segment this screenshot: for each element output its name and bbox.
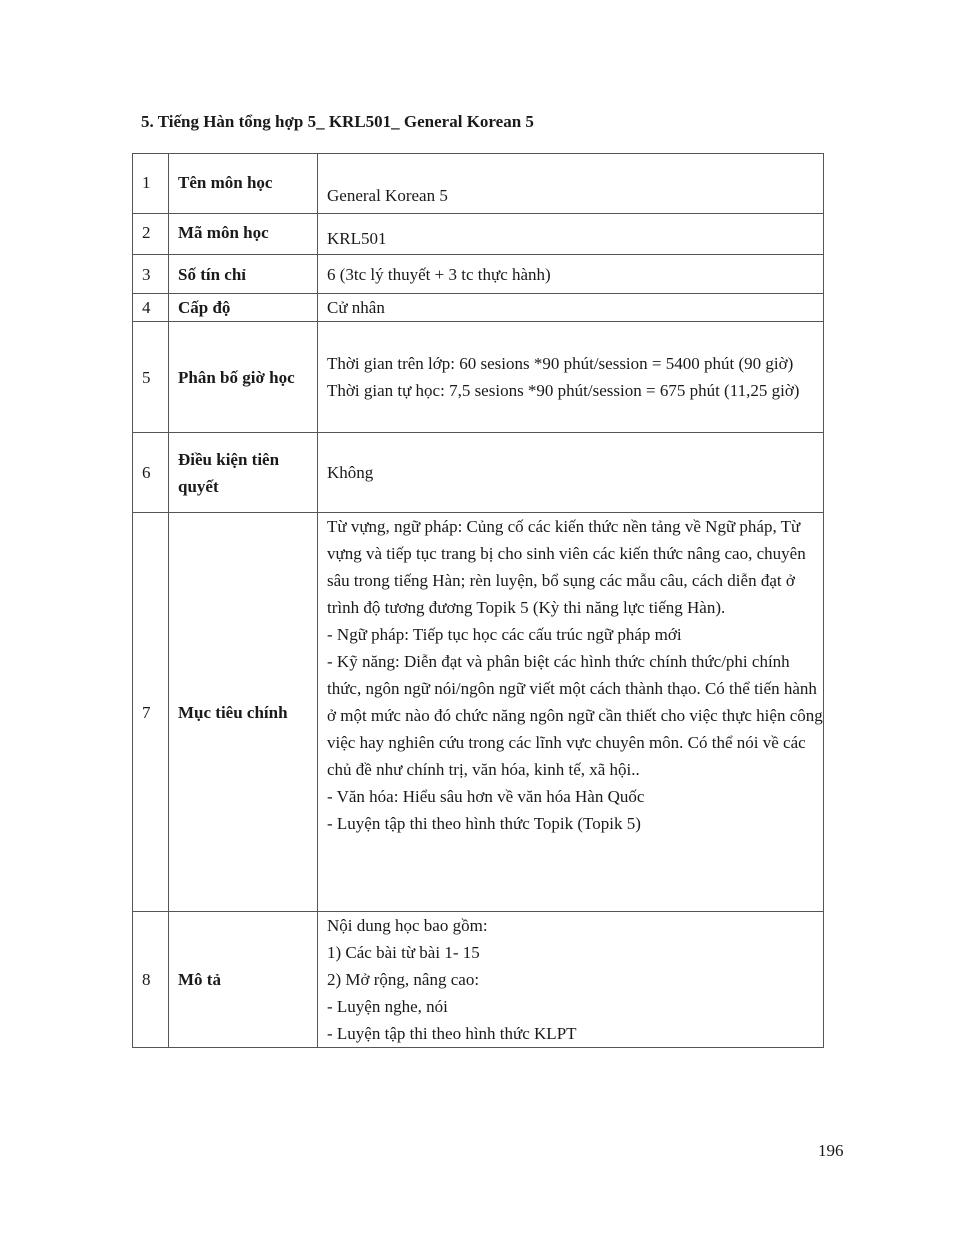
row-label: Mục tiêu chính xyxy=(169,513,318,912)
course-info-table xyxy=(132,153,824,1048)
row-value: 6 (3tc lý thuyết + 3 tc thực hành) xyxy=(318,255,824,294)
row-label: Số tín chỉ xyxy=(169,255,318,294)
table-row xyxy=(133,255,824,294)
row-label: Điều kiện tiên quyết xyxy=(169,433,318,513)
row-value: Nội dung học bao gồm: 1) Các bài từ bài 1- 15 2) Mở rộng, nâng cao: - Luyện nghe, nói - Luyện tập thi theo hình thức KLPT xyxy=(318,912,824,1048)
row-label: Cấp độ xyxy=(169,294,318,322)
table-row xyxy=(133,433,824,513)
row-number: 7 xyxy=(133,513,169,912)
row-label: Mã môn học xyxy=(169,214,318,255)
row-number: 3 xyxy=(133,255,169,294)
row-number: 4 xyxy=(133,294,169,322)
table-row xyxy=(133,154,824,214)
row-value: Cử nhân xyxy=(318,294,824,322)
row-label: Tên môn học xyxy=(169,154,318,214)
table-row xyxy=(133,912,824,1048)
row-number: 1 xyxy=(133,154,169,214)
row-value: Từ vựng, ngữ pháp: Củng cố các kiến thức nền tảng về Ngữ pháp, Từ vựng và tiếp tục trang bị cho sinh viên các kiến thức nâng cao, chuyên sâu trong tiếng Hàn; rèn luyện, bổ sụng các mẫu câu, cách diễn đạt ở trình độ tương đương Topik 5 (Kỳ thi năng lực tiếng Hàn). - Ngữ pháp: Tiếp tục học các cấu trúc ngữ pháp mới - Kỹ năng: Diễn đạt và phân biệt các hình thức chính thức/phi chính thức, ngôn ngữ nói/ngôn ngữ viết một cách thành thạo. Có thể tiến hành ở một mức nào đó chức năng ngôn ngữ cần thiết cho việc thực hiện công việc hay nghiên cứu trong các lĩnh vực chuyên môn. Có thể nói về các chủ đề như chính trị, văn hóa, kinh tế, xã hội.. - Văn hóa: Hiểu sâu hơn về văn hóa Hàn Quốc - Luyện tập thi theo hình thức Topik (Topik 5) xyxy=(318,513,824,912)
table-row xyxy=(133,513,824,912)
row-number: 8 xyxy=(133,912,169,1048)
section-title: 5. Tiếng Hàn tổng hợp 5_ KRL501_ General Korean 5 xyxy=(141,112,534,131)
row-value: Không xyxy=(318,433,824,513)
table-row xyxy=(133,294,824,322)
row-number: 2 xyxy=(133,214,169,255)
row-number: 6 xyxy=(133,433,169,513)
table-row xyxy=(133,214,824,255)
row-value: Thời gian trên lớp: 60 sesions *90 phút/session = 5400 phút (90 giờ) Thời gian tự học: 7,5 sesions *90 phút/session = 675 phút (11,25 giờ) xyxy=(318,322,824,433)
row-label: Phân bố giờ học xyxy=(169,322,318,433)
row-value: KRL501 xyxy=(318,214,824,255)
table-row xyxy=(133,322,824,433)
row-value: General Korean 5 xyxy=(318,154,824,214)
page-number: 196 xyxy=(818,1141,844,1160)
row-label: Mô tả xyxy=(169,912,318,1048)
row-number: 5 xyxy=(133,322,169,433)
